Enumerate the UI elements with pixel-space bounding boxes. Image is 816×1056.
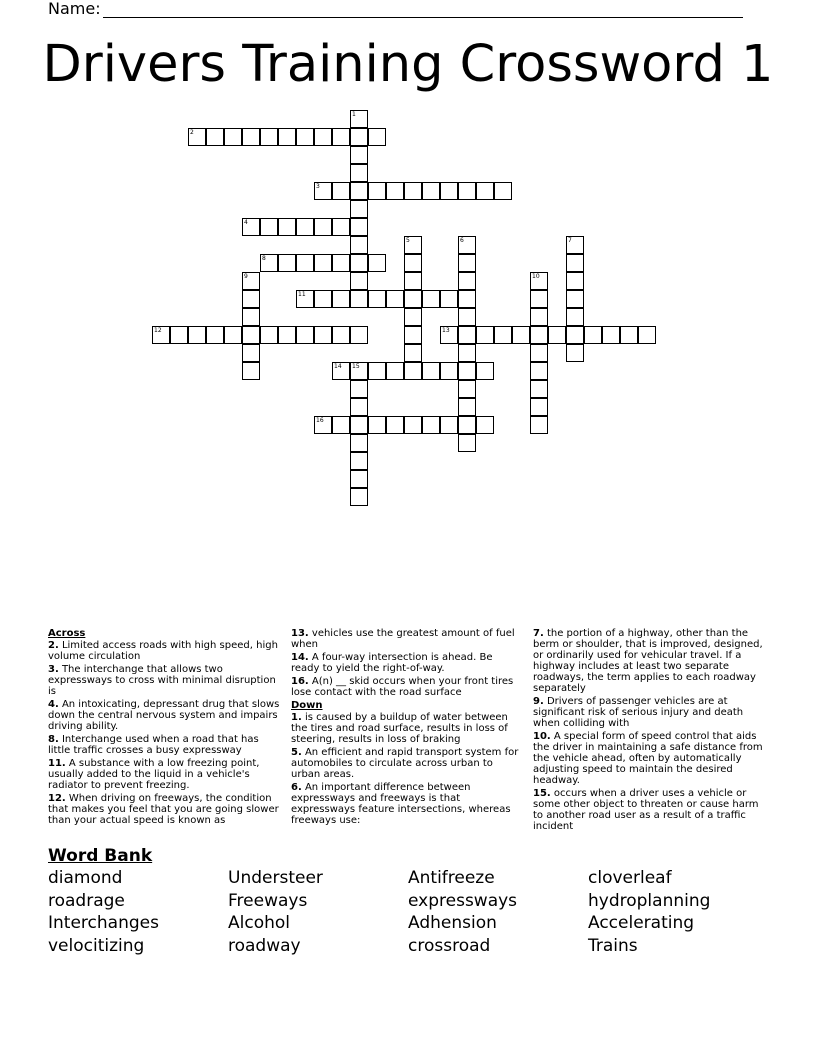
clue-number: 4. [48,699,59,710]
grid-cell[interactable] [260,218,278,236]
grid-cell[interactable] [530,326,548,344]
grid-cell[interactable] [458,380,476,398]
grid-cell[interactable] [458,416,476,434]
grid-cell[interactable] [296,326,314,344]
grid-cell[interactable] [476,182,494,200]
cell-number: 13 [442,327,450,334]
word-bank-item: velocitizing [48,935,145,956]
grid-cell[interactable] [206,128,224,146]
cell-number: 11 [298,291,306,298]
grid-cell[interactable] [368,362,386,380]
clue-text: the portion of a highway, other than the berm or shoulder, that is improved, designed, or ordinarily used for vehicular travel. If a highway includes at least two separate roadways, the term applies to each roadway separately [533,628,763,694]
word-bank-item: Adhension [408,913,497,933]
grid-cell[interactable] [368,182,386,200]
grid-cell[interactable] [476,326,494,344]
clue-number: 13. [291,628,309,639]
clue-item [48,734,280,756]
grid-cell[interactable] [350,416,368,434]
cell-number: 6 [460,237,464,244]
grid-cell[interactable] [332,362,350,380]
grid-cell[interactable] [404,308,422,326]
grid-cell[interactable] [260,128,278,146]
grid-cell[interactable] [350,362,368,380]
clue-item [291,628,523,650]
cell-number: 5 [406,237,410,244]
grid-cell[interactable] [386,416,404,434]
grid-cell[interactable] [296,218,314,236]
across-heading: Across [48,628,86,639]
grid-cell[interactable] [242,326,260,344]
grid-cell[interactable] [386,290,404,308]
grid-cell[interactable] [458,254,476,272]
grid-cell[interactable] [332,182,350,200]
grid-cell[interactable] [404,362,422,380]
grid-cell[interactable] [458,290,476,308]
grid-cell[interactable] [350,236,368,254]
clues-column-3 [533,628,765,834]
grid-cell[interactable] [440,182,458,200]
grid-cell[interactable] [458,326,476,344]
down-heading: Down [291,700,323,711]
clues-column-1 [48,628,280,828]
word-bank-item: Trains [588,935,638,956]
grid-cell[interactable] [350,200,368,218]
grid-cell[interactable] [566,236,584,254]
grid-cell[interactable] [332,326,350,344]
grid-cell[interactable] [296,254,314,272]
grid-cell[interactable] [422,362,440,380]
clue-number: 15. [533,788,551,799]
grid-cell[interactable] [188,128,206,146]
grid-cell[interactable] [404,182,422,200]
clue-text: Drivers of passenger vehicles are at significant risk of serious injury and death when colliding with [533,696,744,729]
grid-cell[interactable] [404,272,422,290]
name-label: Name: [48,0,101,18]
grid-cell[interactable] [350,182,368,200]
grid-cell[interactable] [530,416,548,434]
grid-cell[interactable] [440,416,458,434]
grid-cell[interactable] [314,128,332,146]
grid-cell[interactable] [278,326,296,344]
grid-cell[interactable] [602,326,620,344]
grid-cell[interactable] [314,218,332,236]
grid-cell[interactable] [584,326,602,344]
grid-cell[interactable] [440,362,458,380]
grid-cell[interactable] [422,416,440,434]
page-title: Drivers Training Crossword 1 [42,35,774,94]
grid-cell[interactable] [422,182,440,200]
grid-cell[interactable] [422,290,440,308]
grid-cell[interactable] [458,236,476,254]
clue-item [533,696,765,729]
grid-cell[interactable] [404,236,422,254]
clue-item [291,652,523,674]
clue-number: 11. [48,758,66,769]
clue-number: 10. [533,731,551,742]
clue-number: 7. [533,628,544,639]
clue-text: An important difference between expressways and freeways is that expressways feature intersections, whereas freeways use: [291,782,511,826]
grid-cell[interactable] [314,254,332,272]
cell-number: 7 [568,237,572,244]
grid-cell[interactable] [620,326,638,344]
grid-cell[interactable] [530,272,548,290]
grid-cell[interactable] [224,128,242,146]
grid-cell[interactable] [188,326,206,344]
grid-cell[interactable] [350,434,368,452]
cell-number: 2 [190,129,194,136]
clue-item [291,712,523,745]
grid-cell[interactable] [350,398,368,416]
grid-cell[interactable] [332,416,350,434]
grid-cell[interactable] [332,218,350,236]
cell-number: 10 [532,273,540,280]
grid-cell[interactable] [296,290,314,308]
cell-number: 16 [316,417,324,424]
grid-cell[interactable] [314,416,332,434]
grid-cell[interactable] [512,326,530,344]
grid-cell[interactable] [530,362,548,380]
grid-cell[interactable] [242,218,260,236]
grid-cell[interactable] [314,182,332,200]
word-bank-item: Antifreeze [408,868,495,888]
grid-cell[interactable] [530,290,548,308]
cell-number: 12 [154,327,162,334]
grid-cell[interactable] [242,344,260,362]
word-bank-item: cloverleaf [588,868,672,888]
grid-cell[interactable] [404,254,422,272]
grid-cell[interactable] [278,128,296,146]
grid-cell[interactable] [386,362,404,380]
grid-cell[interactable] [350,164,368,182]
grid-cell[interactable] [566,344,584,362]
grid-cell[interactable] [242,272,260,290]
cell-number: 15 [352,363,360,370]
clue-text: A special form of speed control that aids the driver in maintaining a safe distance from the vehicle ahead, often by automatically adjusting speed to maintain the desired headway. [533,731,763,786]
grid-cell[interactable] [476,362,494,380]
grid-cell[interactable] [350,290,368,308]
grid-cell[interactable] [458,434,476,452]
word-bank [48,867,788,957]
cell-number: 9 [244,273,248,280]
clue-text: An intoxicating, depressant drug that slows down the central nervous system and impairs driving ability. [48,699,280,732]
grid-cell[interactable] [404,326,422,344]
clue-text: When driving on freeways, the condition that makes you feel that you are going slower than your actual speed is known as [48,793,279,826]
word-bank-item: Freeways [228,890,308,911]
word-bank-item: crossroad [408,935,491,956]
cell-number: 4 [244,219,248,226]
grid-cell[interactable] [494,182,512,200]
cell-number: 3 [316,183,320,190]
grid-cell[interactable] [332,290,350,308]
grid-cell[interactable] [242,128,260,146]
grid-cell[interactable] [368,416,386,434]
word-bank-item: roadrage [48,890,125,911]
grid-cell[interactable] [548,326,566,344]
grid-cell[interactable] [242,308,260,326]
grid-cell[interactable] [494,326,512,344]
clue-number: 16. [291,676,309,687]
clue-number: 8. [48,734,59,745]
clue-number: 14. [291,652,309,663]
cell-number: 8 [262,255,266,262]
clue-item [533,628,765,694]
grid-cell[interactable] [314,290,332,308]
clue-number: 3. [48,664,59,675]
clue-text: Limited access roads with high speed, high volume circulation [48,640,278,662]
grid-cell[interactable] [332,254,350,272]
grid-cell[interactable] [278,218,296,236]
grid-cell[interactable] [530,308,548,326]
grid-cell[interactable] [386,182,404,200]
grid-cell[interactable] [170,326,188,344]
clue-item [291,747,523,780]
clue-text: A substance with a low freezing point, usually added to the liquid in a vehicle's radiator to prevent freezing. [48,758,260,791]
grid-cell[interactable] [458,308,476,326]
grid-cell[interactable] [242,362,260,380]
grid-cell[interactable] [368,254,386,272]
clue-text: A(n) __ skid occurs when your front tires lose contact with the road surface [291,676,514,698]
clue-text: A four-way intersection is ahead. Be ready to yield the right-of-way. [291,652,493,674]
word-bank-item: roadway [228,935,301,956]
word-bank-item: expressways [408,890,518,911]
word-bank-item: Alcohol [228,913,290,933]
grid-cell[interactable] [566,272,584,290]
grid-cell[interactable] [350,254,368,272]
grid-cell[interactable] [350,128,368,146]
grid-cell[interactable] [314,326,332,344]
cell-number: 1 [352,111,356,118]
grid-cell[interactable] [530,380,548,398]
word-bank-item: Understeer [228,868,323,888]
word-bank-item: Accelerating [588,913,695,933]
clue-item [48,793,280,826]
grid-cell[interactable] [458,362,476,380]
grid-cell[interactable] [296,128,314,146]
grid-cell[interactable] [242,290,260,308]
grid-cell[interactable] [458,344,476,362]
clue-number: 9. [533,696,544,707]
grid-cell[interactable] [566,308,584,326]
grid-cell[interactable] [440,290,458,308]
grid-cell[interactable] [368,290,386,308]
word-bank-item: hydroplanning [588,890,711,911]
grid-cell[interactable] [458,398,476,416]
clue-text: Interchange used when a road that has little traffic crosses a busy expressway [48,734,259,756]
grid-cell[interactable] [566,290,584,308]
grid-cell[interactable] [260,254,278,272]
word-bank-item: Interchanges [48,913,159,933]
cell-number: 14 [334,363,342,370]
grid-cell[interactable] [530,398,548,416]
clue-item [533,731,765,786]
grid-cell[interactable] [278,254,296,272]
grid-cell[interactable] [350,110,368,128]
grid-cell[interactable] [350,326,368,344]
clue-item [48,699,280,732]
grid-cell[interactable] [260,326,278,344]
clue-number: 6. [291,782,302,793]
grid-cell[interactable] [566,326,584,344]
grid-cell[interactable] [332,128,350,146]
clue-text: An efficient and rapid transport system for automobiles to circulate across urban to urban areas. [291,747,519,780]
clue-item [48,758,280,791]
clue-number: 12. [48,793,66,804]
grid-cell[interactable] [404,416,422,434]
grid-cell[interactable] [530,344,548,362]
clue-text: vehicles use the greatest amount of fuel when [291,628,515,650]
grid-cell[interactable] [350,470,368,488]
grid-cell[interactable] [350,452,368,470]
clue-text: The interchange that allows two expressways to cross with minimal disruption is [48,664,276,697]
grid-cell[interactable] [638,326,656,344]
clue-item [533,788,765,832]
clue-item [291,676,523,698]
clue-text: is caused by a buildup of water between the tires and road surface, results in loss of steering, results in loss of braking [291,712,508,745]
grid-cell[interactable] [440,326,458,344]
grid-cell[interactable] [350,272,368,290]
grid-cell[interactable] [350,380,368,398]
grid-cell[interactable] [224,326,242,344]
clue-item [48,640,280,662]
word-bank-title: Word Bank [48,846,153,866]
grid-cell[interactable] [368,128,386,146]
grid-cell[interactable] [152,326,170,344]
clue-text: occurs when a driver uses a vehicle or some other object to threaten or cause harm to another road user as a result of a traffic incident [533,788,759,832]
grid-cell[interactable] [350,218,368,236]
clues-column-2 [291,628,523,828]
grid-cell[interactable] [350,488,368,506]
grid-cell[interactable] [566,254,584,272]
grid-cell[interactable] [206,326,224,344]
clue-item [48,664,280,697]
grid-cell[interactable] [404,290,422,308]
grid-cell[interactable] [458,272,476,290]
grid-cell[interactable] [458,182,476,200]
clue-number: 1. [291,712,302,723]
word-bank-item: diamond [48,868,123,888]
grid-cell[interactable] [404,344,422,362]
grid-cell[interactable] [476,416,494,434]
clue-number: 2. [48,640,59,651]
clue-number: 5. [291,747,302,758]
clue-item [291,782,523,826]
grid-cell[interactable] [350,146,368,164]
